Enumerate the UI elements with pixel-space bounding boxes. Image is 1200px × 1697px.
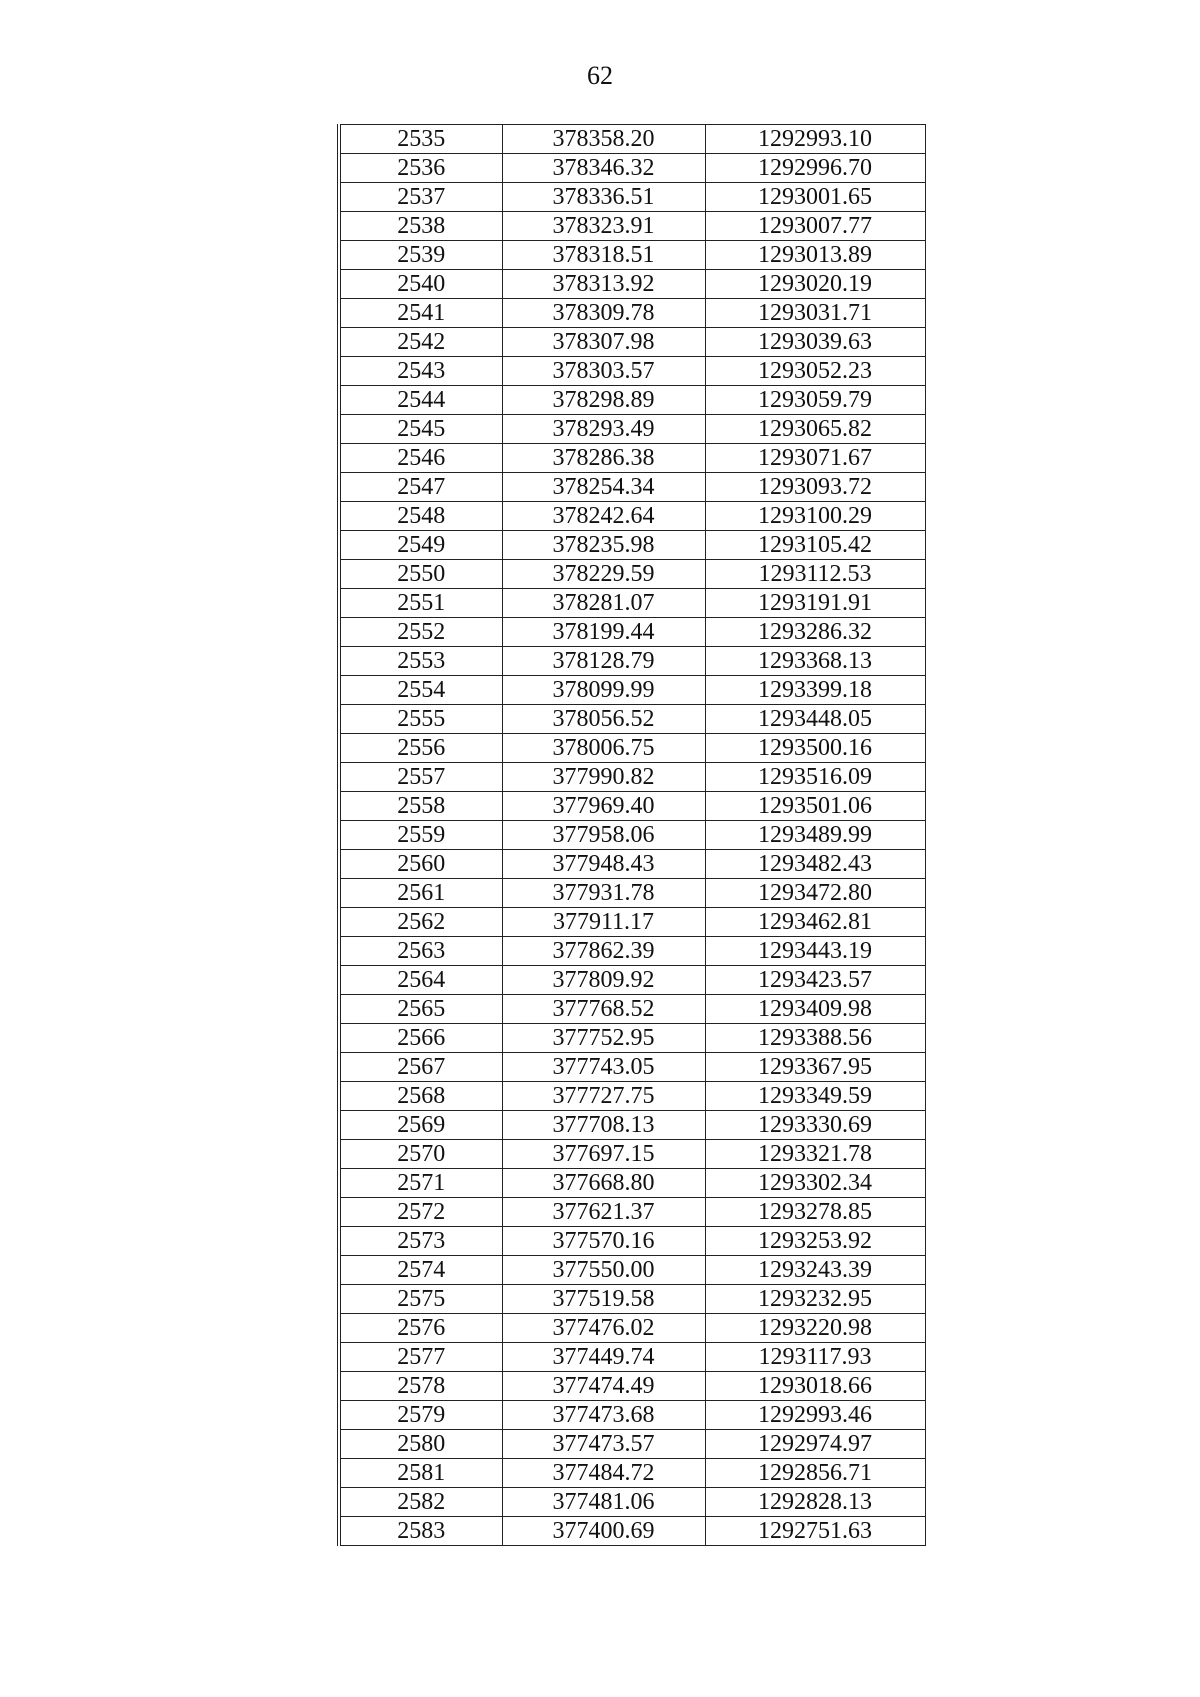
point-number-cell: 2580: [339, 1430, 502, 1459]
y-coordinate-cell: 1293253.92: [705, 1227, 925, 1256]
point-number-cell: 2573: [339, 1227, 502, 1256]
point-number-cell: 2581: [339, 1459, 502, 1488]
table-row: [339, 357, 925, 386]
y-coordinate-cell: 1293243.39: [705, 1256, 925, 1285]
x-coordinate-cell: 378358.20: [502, 125, 705, 154]
point-number-cell: 2555: [339, 705, 502, 734]
x-coordinate-cell: 377484.72: [502, 1459, 705, 1488]
table-row: [339, 1082, 925, 1111]
table-row: [339, 531, 925, 560]
x-coordinate-cell: 377449.74: [502, 1343, 705, 1372]
x-coordinate-cell: 377752.95: [502, 1024, 705, 1053]
point-number-cell: 2554: [339, 676, 502, 705]
x-coordinate-cell: 377400.69: [502, 1517, 705, 1546]
y-coordinate-cell: 1293388.56: [705, 1024, 925, 1053]
y-coordinate-cell: 1293330.69: [705, 1111, 925, 1140]
point-number-cell: 2538: [339, 212, 502, 241]
y-coordinate-cell: 1292856.71: [705, 1459, 925, 1488]
x-coordinate-cell: 377990.82: [502, 763, 705, 792]
y-coordinate-cell: 1292974.97: [705, 1430, 925, 1459]
point-number-cell: 2572: [339, 1198, 502, 1227]
x-coordinate-cell: 378307.98: [502, 328, 705, 357]
table-row: [339, 1314, 925, 1343]
y-coordinate-cell: 1292993.10: [705, 125, 925, 154]
x-coordinate-cell: 378313.92: [502, 270, 705, 299]
table-row: [339, 1459, 925, 1488]
point-number-cell: 2552: [339, 618, 502, 647]
point-number-cell: 2565: [339, 995, 502, 1024]
y-coordinate-cell: 1293117.93: [705, 1343, 925, 1372]
table-row: [339, 966, 925, 995]
table-row: [339, 937, 925, 966]
point-number-cell: 2537: [339, 183, 502, 212]
y-coordinate-cell: 1293020.19: [705, 270, 925, 299]
point-number-cell: 2551: [339, 589, 502, 618]
table-row: [339, 560, 925, 589]
y-coordinate-cell: 1292828.13: [705, 1488, 925, 1517]
y-coordinate-cell: 1293100.29: [705, 502, 925, 531]
point-number-cell: 2562: [339, 908, 502, 937]
table-row: [339, 1430, 925, 1459]
point-number-cell: 2570: [339, 1140, 502, 1169]
y-coordinate-cell: 1293302.34: [705, 1169, 925, 1198]
y-coordinate-cell: 1293516.09: [705, 763, 925, 792]
x-coordinate-cell: 378298.89: [502, 386, 705, 415]
point-number-cell: 2568: [339, 1082, 502, 1111]
x-coordinate-cell: 377809.92: [502, 966, 705, 995]
y-coordinate-cell: 1293423.57: [705, 966, 925, 995]
point-number-cell: 2558: [339, 792, 502, 821]
table-row: [339, 1111, 925, 1140]
y-coordinate-cell: 1293191.91: [705, 589, 925, 618]
point-number-cell: 2545: [339, 415, 502, 444]
y-coordinate-cell: 1293278.85: [705, 1198, 925, 1227]
y-coordinate-cell: 1293220.98: [705, 1314, 925, 1343]
table-row: [339, 676, 925, 705]
y-coordinate-cell: 1293093.72: [705, 473, 925, 502]
table-row: [339, 1024, 925, 1053]
x-coordinate-cell: 377911.17: [502, 908, 705, 937]
table-row: [339, 125, 925, 154]
x-coordinate-cell: 377481.06: [502, 1488, 705, 1517]
point-number-cell: 2543: [339, 357, 502, 386]
point-number-cell: 2571: [339, 1169, 502, 1198]
y-coordinate-cell: 1293013.89: [705, 241, 925, 270]
y-coordinate-cell: 1293232.95: [705, 1285, 925, 1314]
table-row: [339, 328, 925, 357]
x-coordinate-cell: 377931.78: [502, 879, 705, 908]
table-row: [339, 850, 925, 879]
point-number-cell: 2583: [339, 1517, 502, 1546]
y-coordinate-cell: 1293443.19: [705, 937, 925, 966]
table-row: [339, 473, 925, 502]
point-number-cell: 2557: [339, 763, 502, 792]
x-coordinate-cell: 378293.49: [502, 415, 705, 444]
y-coordinate-cell: 1293448.05: [705, 705, 925, 734]
x-coordinate-cell: 378229.59: [502, 560, 705, 589]
point-number-cell: 2548: [339, 502, 502, 531]
y-coordinate-cell: 1293001.65: [705, 183, 925, 212]
y-coordinate-cell: 1293472.80: [705, 879, 925, 908]
y-coordinate-cell: 1293071.67: [705, 444, 925, 473]
x-coordinate-cell: 378056.52: [502, 705, 705, 734]
point-number-cell: 2564: [339, 966, 502, 995]
y-coordinate-cell: 1293112.53: [705, 560, 925, 589]
y-coordinate-cell: 1293031.71: [705, 299, 925, 328]
x-coordinate-cell: 378099.99: [502, 676, 705, 705]
table-row: [339, 415, 925, 444]
x-coordinate-cell: 378281.07: [502, 589, 705, 618]
table-row: [339, 647, 925, 676]
page-number: 62: [587, 61, 613, 90]
table-row: [339, 212, 925, 241]
y-coordinate-cell: 1292751.63: [705, 1517, 925, 1546]
point-number-cell: 2576: [339, 1314, 502, 1343]
x-coordinate-cell: 377969.40: [502, 792, 705, 821]
y-coordinate-cell: 1293065.82: [705, 415, 925, 444]
x-coordinate-cell: 377570.16: [502, 1227, 705, 1256]
point-number-cell: 2535: [397, 126, 446, 152]
table-row: [339, 792, 925, 821]
y-coordinate-cell: 1293462.81: [705, 908, 925, 937]
x-coordinate-cell: 377948.43: [502, 850, 705, 879]
y-coordinate-cell: 1293105.42: [705, 531, 925, 560]
x-coordinate-cell: 377768.52: [502, 995, 705, 1024]
y-coordinate-cell: 1293059.79: [705, 386, 925, 415]
x-coordinate-cell: 378128.79: [502, 647, 705, 676]
point-number-cell: 2542: [339, 328, 502, 357]
point-number-cell: 2550: [339, 560, 502, 589]
y-coordinate-cell: 1293321.78: [705, 1140, 925, 1169]
x-coordinate-cell: 378254.34: [502, 473, 705, 502]
x-coordinate-cell: 377474.49: [502, 1372, 705, 1401]
table-row: [339, 1227, 925, 1256]
x-coordinate-cell: 377476.02: [502, 1314, 705, 1343]
point-number-cell: 2561: [339, 879, 502, 908]
point-number-cell: 2547: [339, 473, 502, 502]
x-coordinate-cell: 378318.51: [502, 241, 705, 270]
table-row: [339, 705, 925, 734]
table-row: [339, 1488, 925, 1517]
table-row: [339, 1053, 925, 1082]
point-number-cell: 2541: [339, 299, 502, 328]
table-row: [339, 879, 925, 908]
x-coordinate-cell: 377473.57: [502, 1430, 705, 1459]
table-row: [339, 1343, 925, 1372]
table-row: [339, 1256, 925, 1285]
point-number-cell: 2582: [339, 1488, 502, 1517]
x-coordinate-cell: 377697.15: [502, 1140, 705, 1169]
x-coordinate-cell: 378242.64: [502, 502, 705, 531]
y-coordinate-cell: 1293489.99: [705, 821, 925, 850]
point-number-cell: 2569: [339, 1111, 502, 1140]
point-number-cell: 2579: [339, 1401, 502, 1430]
point-number-cell: 2546: [339, 444, 502, 473]
y-coordinate-cell: 1293500.16: [705, 734, 925, 763]
point-number-cell: 2540: [339, 270, 502, 299]
x-coordinate-cell: 378336.51: [502, 183, 705, 212]
point-number-cell: 2567: [339, 1053, 502, 1082]
x-coordinate-cell: 377708.13: [502, 1111, 705, 1140]
x-coordinate-cell: 377862.39: [502, 937, 705, 966]
y-coordinate-cell: 1293349.59: [705, 1082, 925, 1111]
y-coordinate-cell: 1292993.46: [705, 1401, 925, 1430]
point-number-cell: 2556: [339, 734, 502, 763]
x-coordinate-cell: 377519.58: [502, 1285, 705, 1314]
x-coordinate-cell: 377727.75: [502, 1082, 705, 1111]
y-coordinate-cell: 1292996.70: [705, 154, 925, 183]
x-coordinate-cell: 378346.32: [502, 154, 705, 183]
x-coordinate-cell: 377550.00: [502, 1256, 705, 1285]
x-coordinate-cell: 377958.06: [502, 821, 705, 850]
y-coordinate-cell: 1293399.18: [705, 676, 925, 705]
table-row: [339, 1198, 925, 1227]
point-number-cell: 2575: [339, 1285, 502, 1314]
table-row: [339, 1169, 925, 1198]
table-row: [339, 1285, 925, 1314]
point-number-cell: 2559: [339, 821, 502, 850]
coordinates-table-body: [339, 125, 925, 1546]
y-coordinate-cell: 1293039.63: [705, 328, 925, 357]
y-coordinate-cell: 1293501.06: [705, 792, 925, 821]
y-coordinate-cell: 1293286.32: [705, 618, 925, 647]
table-row: [339, 908, 925, 937]
table-row: [339, 299, 925, 328]
point-number-cell: 2560: [339, 850, 502, 879]
y-coordinate-cell: 1293482.43: [705, 850, 925, 879]
coordinates-table: [337, 124, 926, 1546]
table-row: [339, 618, 925, 647]
table-row: [339, 821, 925, 850]
y-coordinate-cell: 1293368.13: [705, 647, 925, 676]
table-row: [339, 270, 925, 299]
x-coordinate-cell: 378323.91: [502, 212, 705, 241]
table-row: [339, 502, 925, 531]
x-coordinate-cell: 377668.80: [502, 1169, 705, 1198]
x-coordinate-cell: 378286.38: [502, 444, 705, 473]
point-number-cell: 2563: [339, 937, 502, 966]
point-number-cell: 2566: [339, 1024, 502, 1053]
table-row: [339, 734, 925, 763]
x-coordinate-cell: 378309.78: [502, 299, 705, 328]
x-coordinate-cell: 378235.98: [502, 531, 705, 560]
x-coordinate-cell: 377473.68: [502, 1401, 705, 1430]
y-coordinate-cell: 1293007.77: [705, 212, 925, 241]
table-row: [339, 183, 925, 212]
y-coordinate-cell: 1293367.95: [705, 1053, 925, 1082]
table-row: [339, 1140, 925, 1169]
point-number-cell: 2539: [339, 241, 502, 270]
point-number-cell: 2544: [339, 386, 502, 415]
point-number-cell: 2536: [339, 154, 502, 183]
point-number-cell: 2574: [339, 1256, 502, 1285]
x-coordinate-cell: 378006.75: [502, 734, 705, 763]
point-number-cell: 2577: [339, 1343, 502, 1372]
table-row: [339, 241, 925, 270]
table-row: [339, 589, 925, 618]
table-row: [339, 386, 925, 415]
x-coordinate-cell: 378303.57: [502, 357, 705, 386]
x-coordinate-cell: 377743.05: [502, 1053, 705, 1082]
point-number-cell: 2549: [339, 531, 502, 560]
table-row: [339, 1517, 925, 1546]
y-coordinate-cell: 1293409.98: [705, 995, 925, 1024]
y-coordinate-cell: 1293052.23: [705, 357, 925, 386]
table-row: [339, 1372, 925, 1401]
table-row: [339, 1401, 925, 1430]
point-number-cell: 2553: [339, 647, 502, 676]
y-coordinate-cell: 1293018.66: [705, 1372, 925, 1401]
table-row: [339, 763, 925, 792]
table-row: [339, 995, 925, 1024]
table-row: [339, 154, 925, 183]
x-coordinate-cell: 378199.44: [502, 618, 705, 647]
point-number-cell: 2578: [339, 1372, 502, 1401]
table-row: [339, 444, 925, 473]
x-coordinate-cell: 377621.37: [502, 1198, 705, 1227]
